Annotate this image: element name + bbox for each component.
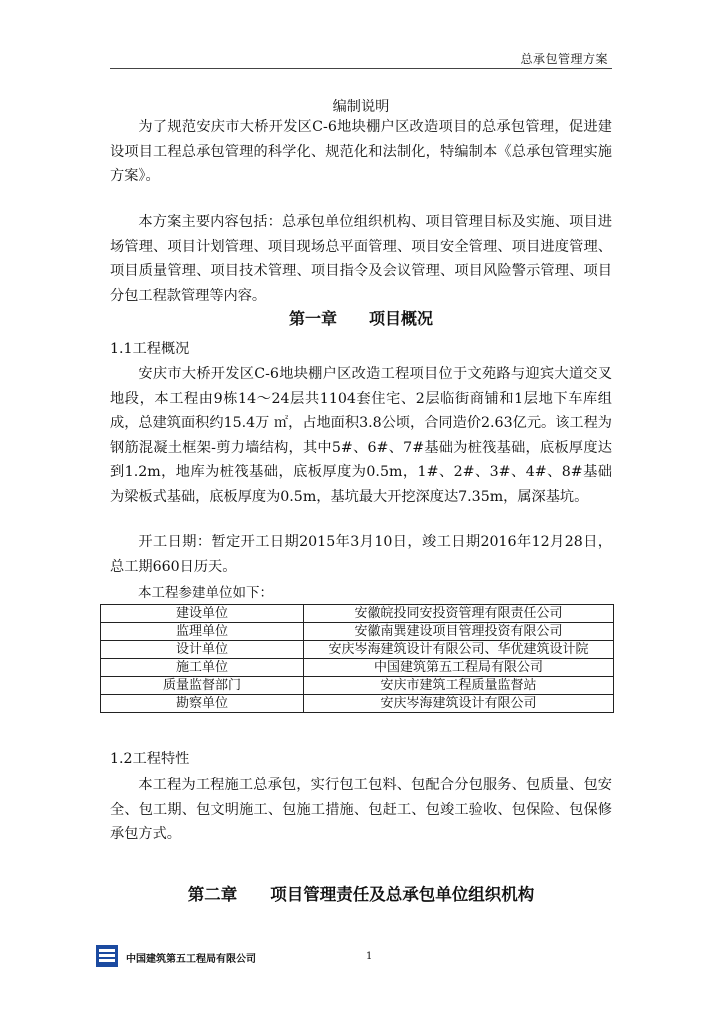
table-row [101, 677, 614, 695]
footer-company-name: 中国建筑第五工程局有限公司 [126, 954, 256, 965]
unit-name: 安徽皖投同安投资管理有限责任公司 [304, 605, 614, 623]
table-row [101, 695, 614, 713]
unit-role: 建设单位 [101, 605, 304, 623]
table-intro: 本工程参建单位如下： [138, 585, 273, 601]
unit-name: 安庆岑海建筑设计有限公司、华优建筑设计院 [304, 641, 614, 659]
section-1-2-title: 1.2工程特性 [110, 751, 190, 767]
section-1-1-paragraph-1: 安庆市大桥开发区C-6地块棚户区改造工程项目位于文苑路与迎宾大道交叉地段，本工程由9栋14～24层共1104套住宅、2层临街商铺和1层地下车库组成，总建筑面积约15.4万 ㎡，占地面积3.8公顷，合同造价2.63亿元。该工程为钢筋混凝土框架-剪力墙结构，其中5#、6#、7#基础为桩筏基础，底板厚度达到1.2m，地库为桩筏基础，底板厚度为0.5m，1#、2#、3#、4#、8#基础为梁板式基础，底板厚度为0.5m，基坑最大开挖深度达7.35m，属深基坑。 [110, 366, 612, 505]
chapter-2-title: 第二章 项目管理责任及总承包单位组织机构 [187, 885, 535, 904]
unit-role: 质量监督部门 [101, 677, 304, 695]
section-1-2-paragraph-1: 本工程为工程施工总承包，实行包工包料、包配合分包服务、包质量、包安全、包工期、包文明施工、包施工措施、包赶工、包竣工验收、包保险、包保修承包方式。 [110, 777, 612, 842]
unit-role: 监理单位 [101, 623, 304, 641]
section-1-1-paragraph-2: 开工日期：暂定开工日期2015年3月10日，竣工日期2016年12月28日，总工期660日历天。 [110, 534, 612, 575]
running-header-title: 总承包管理方案 [520, 52, 608, 66]
participating-units-table [100, 604, 614, 713]
unit-name: 安庆市建筑工程质量监督站 [304, 677, 614, 695]
unit-role: 设计单位 [101, 641, 304, 659]
preface-title: 编制说明 [332, 99, 390, 115]
header-divider [110, 68, 612, 69]
chapter-1-title: 第一章 项目概况 [288, 309, 433, 328]
unit-role: 施工单位 [101, 659, 304, 677]
preface-paragraph-2: 本方案主要内容包括：总承包单位组织机构、项目管理目标及实施、项目进场管理、项目计划管理、项目现场总平面管理、项目安全管理、项目进度管理、项目质量管理、项目技术管理、项目指令及会议管理、项目风险警示管理、项目分包工程款管理等内容。 [110, 214, 612, 304]
table-row [101, 623, 614, 641]
table-row [101, 641, 614, 659]
preface-paragraph-1: 为了规范安庆市大桥开发区C-6地块棚户区改造项目的总承包管理，促进建设项目工程总承包管理的科学化、规范化和法制化，特编制本《总承包管理实施方案》。 [110, 119, 612, 184]
unit-name: 安庆岑海建筑设计有限公司 [304, 695, 614, 713]
table-row [101, 659, 614, 677]
section-1-1-title: 1.1工程概况 [110, 341, 190, 357]
page-number: 1 [366, 951, 373, 962]
unit-name: 安徽南巽建设项目管理投资有限公司 [304, 623, 614, 641]
unit-role: 勘察单位 [101, 695, 304, 713]
table-row [101, 605, 614, 623]
unit-name: 中国建筑第五工程局有限公司 [304, 659, 614, 677]
company-logo-icon [96, 945, 118, 967]
